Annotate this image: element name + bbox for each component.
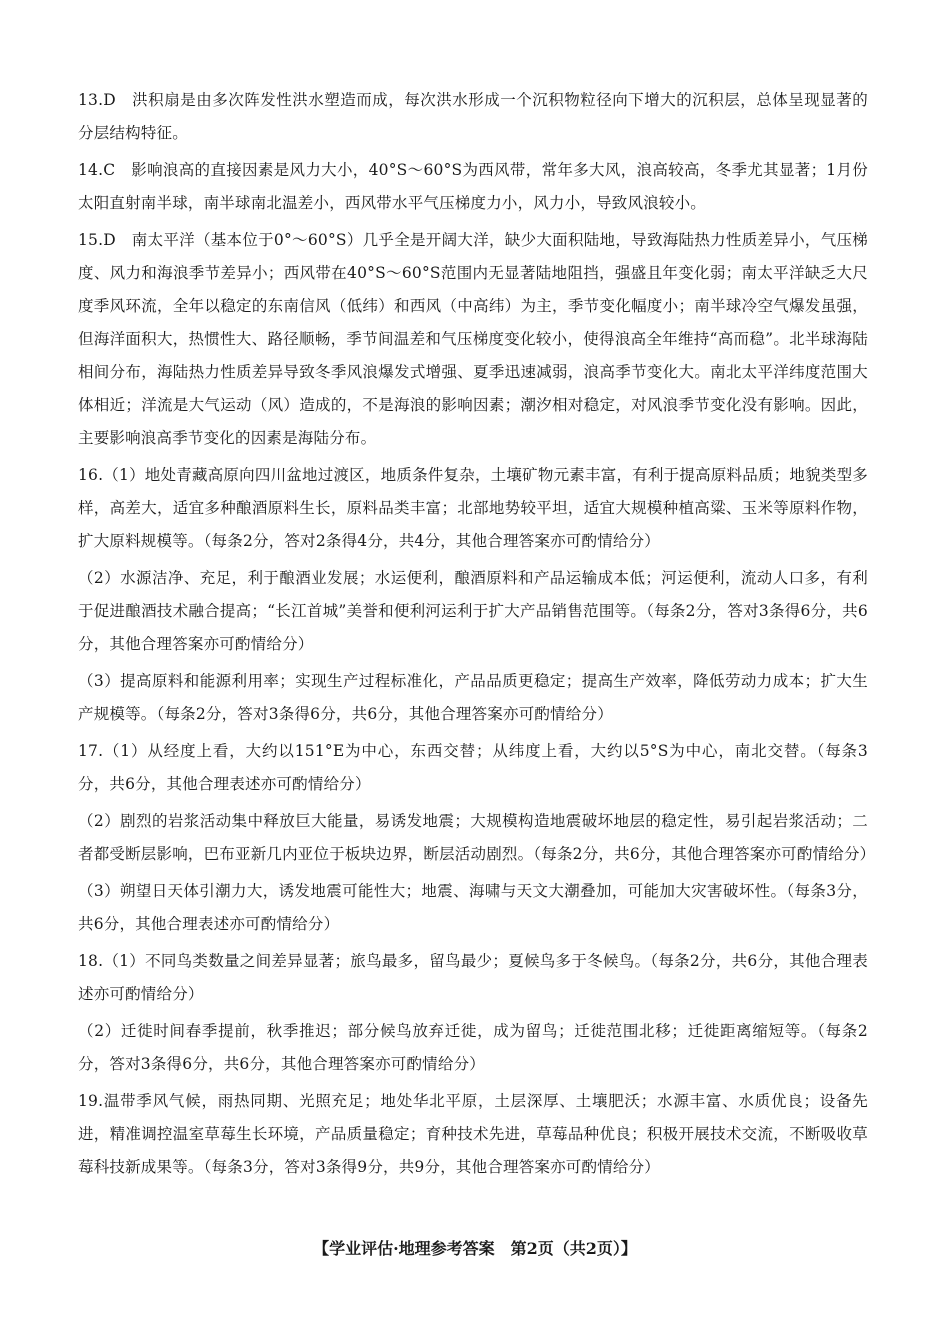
answer-18-1: 18.（1）不同鸟类数量之间差异显著；旅鸟最多，留鸟最少；夏候鸟多于冬候鸟。（每条2分，共6分，其他合理表述亦可酌情给分） — [78, 952, 868, 1003]
answer-17-2: （2）剧烈的岩浆活动集中释放巨大能量，易诱发地震；大规模构造地震破坏地层的稳定性，易引起岩浆活动；二者都受断层影响，巴布亚新几内亚位于板块边界，断层活动剧烈。（每条2分，共6分，其他合理答案亦可酌情给分） — [78, 812, 876, 863]
answer-16-3: （3）提高原料和能源利用率；实现生产过程标准化，产品品质更稳定；提高生产效率，降低劳动力成本；扩大生产规模等。（每条2分，答对3条得6分，共6分，其他合理答案亦可酌情给分） — [78, 672, 868, 723]
answer-16-1: 16.（1）地处青藏高原向四川盆地过渡区，地质条件复杂，土壤矿物元素丰富，有利于提高原料品质；地貌类型多样，高差大，适宜多种酿酒原料生长，原料品类丰富；北部地势较平坦，适宜大规模种植高粱、玉米等原料作物，扩大原料规模等。（每条2分，答对2条得4分，共4分，其他合理答案亦可酌情给分） — [78, 466, 868, 550]
answer-16-2: （2）水源洁净、充足，利于酿酒业发展；水运便利，酿酒原料和产品运输成本低；河运便利，流动人口多，有利于促进酿酒技术融合提高；“长江首城”美誉和便利河运利于扩大产品销售范围等。（每条2分，答对3条得6分，共6分，其他合理答案亦可酌情给分） — [78, 569, 868, 653]
answer-13: 13.D 洪积扇是由多次阵发性洪水塑造而成，每次洪水形成一个沉积物粒径向下增大的沉积层，总体呈现显著的分层结构特征。 — [78, 91, 868, 142]
answer-18-2: （2）迁徙时间春季提前，秋季推迟；部分候鸟放弃迁徙，成为留鸟；迁徙范围北移；迁徙距离缩短等。（每条2分，答对3条得6分，共6分，其他合理答案亦可酌情给分） — [78, 1022, 868, 1073]
answer-19: 19.温带季风气候，雨热同期、光照充足；地处华北平原，土层深厚、土壤肥沃；水源丰富、水质优良；设备先进，精准调控温室草莓生长环境，产品质量稳定；育种技术先进，草莓品种优良；积极开展技术交流，不断吸收草莓科技新成果等。（每条3分，答对3条得9分，共9分，其他合理答案亦可酌情给分） — [78, 1092, 868, 1176]
answer-17-1: 17.（1）从经度上看，大约以151°E为中心，东西交替；从纬度上看，大约以5°S为中心，南北交替。（每条3分，共6分，其他合理表述亦可酌情给分） — [78, 742, 868, 793]
answer-15: 15.D 南太平洋（基本位于0°～60°S）几乎全是开阔大洋，缺少大面积陆地，导致海陆热力性质差异小，气压梯度、风力和海浪季节差异小；西风带在40°S～60°S范围内无显著陆地阻挡，强盛且年变化弱；南太平洋缺乏大尺度季风环流，全年以稳定的东南信风（低纬）和西风（中高纬）为主，季节变化幅度小；南半球冷空气爆发虽强，但海洋面积大，热惯性大、路径顺畅，季节间温差和气压梯度变化较小，使得浪高全年维持“高而稳”。北半球海陆相间分布，海陆热力性质差异导致冬季风浪爆发式增强、夏季迅速减弱，浪高季节变化大。南北太平洋纬度范围大体相近；洋流是大气运动（风）造成的，不是海浪的影响因素；潮汐相对稳定，对风浪季节变化没有影响。因此，主要影响浪高季节变化的因素是海陆分布。 — [78, 231, 868, 447]
page-footer: 【学业评估·地理参考答案 第2页（共2页）】 — [313, 1239, 637, 1258]
answer-content — [78, 84, 876, 1188]
answer-14: 14.C 影响浪高的直接因素是风力大小，40°S～60°S为西风带，常年多大风，浪高较高，冬季尤其显著；1月份太阳直射南半球，南半球南北温差小，西风带水平气压梯度力小，风力小，导致风浪较小。 — [78, 161, 868, 212]
answer-17-3: （3）朔望日天体引潮力大，诱发地震可能性大；地震、海啸与天文大潮叠加，可能加大灾害破坏性。（每条3分，共6分，其他合理表述亦可酌情给分） — [78, 882, 868, 933]
